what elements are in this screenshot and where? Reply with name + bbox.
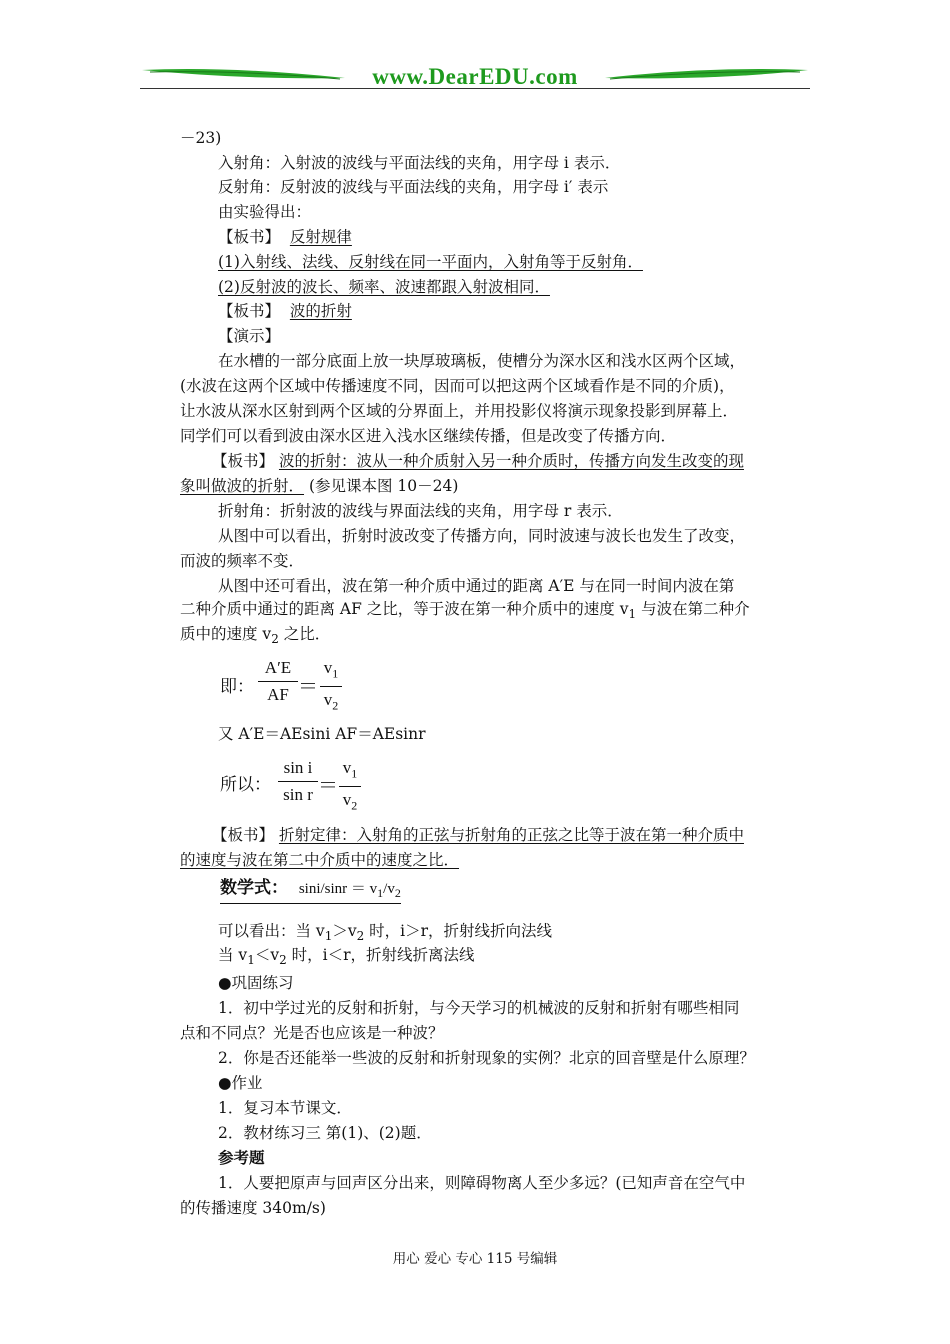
math-formula: 数学式： $\sin i/\sin r = v_1/v_2$ xyxy=(220,873,401,904)
text-line: 入射角：入射波的波线与平面法线的夹角，用字母 i 表示． xyxy=(218,154,621,172)
text-line: 又 A′E＝AEsini AF＝AEsinr xyxy=(218,725,426,743)
text-line: ●作业 xyxy=(218,1074,263,1092)
fraction: sin i sin r xyxy=(278,757,318,806)
header-rule xyxy=(140,88,810,89)
text-line: 折射角：折射波的波线与界面法线的夹角，用字母 r 表示． xyxy=(218,502,623,520)
text-line: 让水波从深水区射到两个区域的分界面上，并用投影仪将演示现象投影到屏幕上． xyxy=(180,402,739,420)
text-line: 的传播速度 340m/s) xyxy=(180,1199,326,1217)
text-line: (1)入射线、法线、反射线在同一平面内，入射角等于反射角． xyxy=(218,253,643,271)
text-line: 可以看出：当 $v_1>v_2$ 时，i＞r，折射线折向法线 xyxy=(218,922,553,944)
fraction: A′E AF xyxy=(258,657,298,706)
text-line: 2．教材练习三 第(1)、(2)题． xyxy=(218,1124,432,1142)
text-line: 二种介质中通过的距离 AF 之比，等于波在第一种介质中的速度 $v_1$ 与波在第二种介 xyxy=(180,600,750,622)
board-tag: 【板书】 xyxy=(218,228,281,246)
text-line: －23) xyxy=(180,129,222,147)
text-line: 2．你是否还能举一些波的反射和折射现象的实例？北京的回音壁是什么原理？ xyxy=(218,1049,755,1067)
text-line: 反射角：反射波的波线与平面法线的夹角，用字母 i′ 表示 xyxy=(218,178,609,196)
text-line xyxy=(212,451,744,471)
text-line: 1．人要把原声与回声区分出来，则障碍物离人至少多远？(已知声音在空气中 xyxy=(218,1174,746,1192)
board-title: 波的折射 xyxy=(289,302,352,320)
text-line: 的速度与波在第二中介质中的速度之比． xyxy=(180,851,460,869)
text-line: 质中的速度 $v_2$ 之比． xyxy=(180,625,331,647)
text-line: 由实验得出： xyxy=(218,203,312,221)
text-line: 点和不同点？光是否也应该是一种波？ xyxy=(180,1024,444,1042)
page-footer: 用心 爱心 专心 115 号编辑 xyxy=(392,1251,558,1267)
page-header xyxy=(140,60,810,94)
text-line: 1．复习本节课文． xyxy=(218,1099,352,1117)
text-line: 当 $v_1<v_2$ 时，i＜r，折射线折离法线 xyxy=(218,946,475,968)
text-line xyxy=(212,825,744,845)
board-text: 折射定律：入射角的正弦与折射角的正弦之比等于波在第一种介质中 xyxy=(278,826,744,844)
board-tag: 【板书】 xyxy=(218,302,281,320)
text-line xyxy=(218,227,352,247)
text-line xyxy=(218,301,352,321)
text-line xyxy=(180,476,458,496)
text-line: 【演示】 xyxy=(218,327,281,345)
text-line: (2)反射波的波长、频率、波速都跟入射波相同． xyxy=(218,278,550,296)
reference-note: (参见课本图 10－24) xyxy=(308,477,459,495)
text-line: 而波的频率不变． xyxy=(180,552,305,570)
board-text: 象叫做波的折射． xyxy=(180,477,305,495)
fraction: $v_1$ $v_2$ xyxy=(339,757,361,817)
text-line: 同学们可以看到波由深水区进入浅水区继续传播，但是改变了传播方向． xyxy=(180,427,677,445)
board-tag: 【板书】 xyxy=(212,452,275,470)
text-line: 从图中还可看出，波在第一种介质中通过的距离 A′E 与在同一时间内波在第 xyxy=(218,577,735,595)
text-line: ●巩固练习 xyxy=(218,974,294,992)
equals-sign: ＝ xyxy=(318,775,338,797)
text-line: 1．初中学过光的反射和折射，与今天学习的机械波的反射和折射有哪些相同 xyxy=(218,999,740,1017)
text-line: (水波在这两个区域中传播速度不同，因而可以把这两个区域看作是不同的介质)， xyxy=(180,377,735,395)
text-line: 从图中可以看出，折射时波改变了传播方向，同时波速与波长也发生了改变， xyxy=(218,527,746,545)
site-brand: www.DearEDU.com xyxy=(372,64,578,89)
board-tag: 【板书】 xyxy=(212,826,275,844)
formula-label: 所以： xyxy=(220,775,271,795)
equals-sign: ＝ xyxy=(298,676,318,698)
text-line: 在水槽的一部分底面上放一块厚玻璃板，使槽分为深水区和浅水区两个区域， xyxy=(218,352,746,370)
board-title: 反射规律 xyxy=(289,228,352,246)
fraction: $v_1$ $v_2$ xyxy=(320,657,342,717)
formula-label: 即： xyxy=(220,677,254,697)
section-heading: 参考题 xyxy=(218,1148,265,1167)
board-text: 波的折射：波从一种介质射入另一种介质时，传播方向发生改变的现 xyxy=(278,452,744,470)
